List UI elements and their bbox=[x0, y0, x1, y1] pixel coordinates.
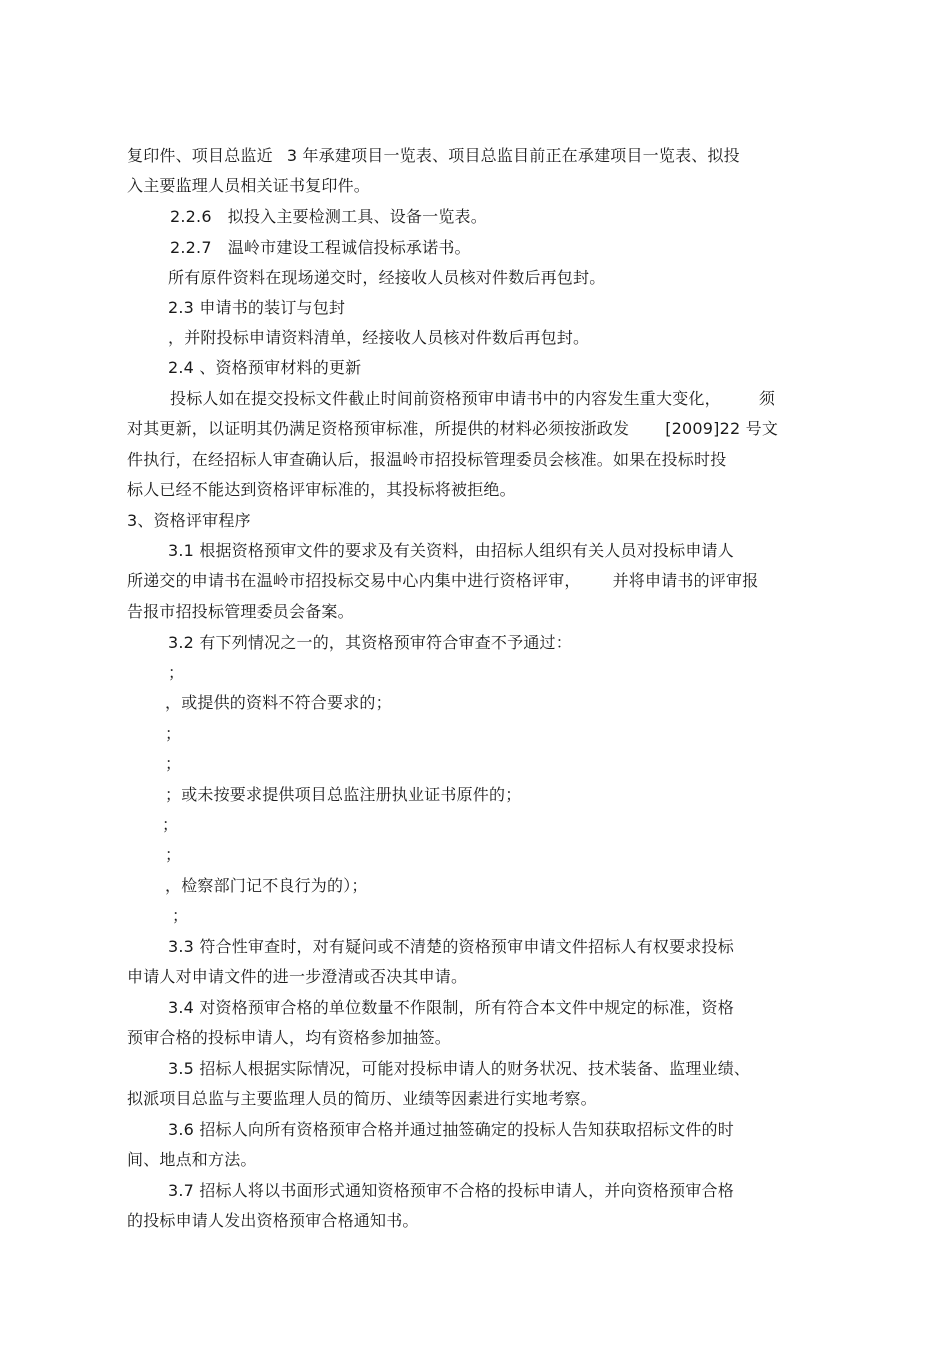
text-line bbox=[127, 1089, 597, 1109]
text-segment: 间、地点和方法。 bbox=[127, 1150, 257, 1169]
text-segment: ，检察部门记不良行为的）； bbox=[165, 876, 368, 895]
text-line bbox=[168, 1120, 734, 1140]
text-line bbox=[165, 785, 521, 805]
text-segment: 入主要监理人员相关证书复印件。 bbox=[127, 176, 371, 195]
text-segment: 投标人如在提交投标文件截止时间前资格预审申请书中的内容发生重大变化， bbox=[170, 389, 721, 408]
text-segment: 所有原件资料在现场递交时，经接收人员核对件数后再包封。 bbox=[168, 268, 606, 287]
text-segment: ； bbox=[168, 663, 185, 682]
text-line bbox=[127, 1028, 451, 1048]
text-segment: 3.6 招标人向所有资格预审合格并通过抽签确定的投标人告知获取招标文件的时 bbox=[168, 1120, 734, 1139]
text-segment: ； bbox=[165, 845, 182, 864]
text-line bbox=[127, 450, 726, 470]
text-line bbox=[170, 207, 487, 227]
text-segment: 所递交的申请书在温岭市招投标交易中心内集中进行资格评审， bbox=[127, 571, 581, 590]
text-line bbox=[127, 571, 758, 591]
text-segment: 3.7 招标人将以书面形式通知资格预审不合格的投标申请人，并向资格预审合格 bbox=[168, 1181, 734, 1200]
clause-number: 2.2.6 bbox=[170, 207, 212, 226]
text-line bbox=[127, 1211, 419, 1231]
text-line bbox=[170, 238, 471, 258]
text-line bbox=[162, 815, 178, 835]
text-line bbox=[165, 876, 368, 896]
text-line bbox=[127, 511, 251, 531]
text-segment: 温岭市建设工程诚信投标承诺书。 bbox=[227, 238, 471, 257]
text-segment: 3.1 根据资格预审文件的要求及有关资料，由招标人组织有关人员对投标申请人 bbox=[168, 541, 734, 560]
text-line bbox=[168, 541, 734, 561]
text-line bbox=[127, 176, 370, 196]
text-line bbox=[127, 419, 778, 439]
text-segment: ； bbox=[165, 724, 182, 743]
text-segment: 的投标申请人发出资格预审合格通知书。 bbox=[127, 1211, 419, 1230]
text-segment: 3.5 招标人根据实际情况，可能对投标申请人的财务状况、技术装备、监理业绩、 bbox=[168, 1059, 751, 1078]
text-line bbox=[168, 633, 572, 653]
text-line bbox=[165, 693, 392, 713]
text-line bbox=[168, 937, 734, 957]
text-segment: 件执行，在经招标人审查确认后，报温岭市招投标管理委员会核准。如果在投标时投 bbox=[127, 450, 727, 469]
section-heading: 2.4 、资格预审材料的更新 bbox=[168, 358, 362, 377]
text-segment: 复印件、项目总监近 bbox=[127, 146, 273, 165]
text-line bbox=[127, 480, 516, 500]
text-segment: 预审合格的投标申请人，均有资格参加抽签。 bbox=[127, 1028, 452, 1047]
text-line bbox=[172, 906, 188, 926]
text-line bbox=[168, 998, 734, 1018]
text-segment: 拟投入主要检测工具、设备一览表。 bbox=[227, 207, 487, 226]
clause-number: 2.2.7 bbox=[170, 238, 212, 257]
text-line bbox=[168, 268, 605, 288]
text-line bbox=[168, 1181, 734, 1201]
text-line bbox=[127, 146, 740, 166]
text-segment: 告报市招投标管理委员会备案。 bbox=[127, 602, 354, 621]
text-line bbox=[168, 358, 361, 378]
text-line bbox=[165, 754, 181, 774]
text-segment: ； bbox=[172, 906, 189, 925]
text-segment: 3.4 对资格预审合格的单位数量不作限制，所有符合本文件中规定的标准，资格 bbox=[168, 998, 734, 1017]
text-line bbox=[168, 1059, 750, 1079]
text-segment: 拟派项目总监与主要监理人员的简历、业绩等因素进行实地考察。 bbox=[127, 1089, 597, 1108]
section-heading: 3、资格评审程序 bbox=[127, 511, 251, 530]
text-line bbox=[165, 845, 181, 865]
text-segment: ； bbox=[165, 754, 182, 773]
text-line bbox=[127, 1150, 257, 1170]
text-segment: ； bbox=[162, 815, 179, 834]
text-line bbox=[168, 298, 345, 318]
text-line bbox=[165, 724, 181, 744]
text-segment: ，或提供的资料不符合要求的； bbox=[165, 693, 392, 712]
text-line bbox=[168, 328, 589, 348]
text-segment: 须 bbox=[758, 389, 776, 408]
text-line bbox=[127, 602, 354, 622]
text-line bbox=[170, 389, 775, 409]
text-segment: [2009]22 号文 bbox=[665, 419, 779, 438]
text-segment: 并将申请书的评审报 bbox=[612, 571, 759, 590]
text-segment: 申请人对申请文件的进一步澄清或否决其申请。 bbox=[127, 967, 468, 986]
text-segment: 对其更新，以证明其仍满足资格预审标准，所提供的材料必须按浙政发 bbox=[127, 419, 630, 438]
text-segment: 3 年承建项目一览表、项目总监目前正在承建项目一览表、拟投 bbox=[286, 146, 740, 165]
text-segment: 标人已经不能达到资格评审标准的，其投标将被拒绝。 bbox=[127, 480, 516, 499]
text-line bbox=[168, 663, 184, 683]
section-heading: 2.3 申请书的装订与包封 bbox=[168, 298, 346, 317]
text-segment: 3.3 符合性审查时，对有疑问或不清楚的资格预审申请文件招标人有权要求投标 bbox=[168, 937, 734, 956]
text-segment: ；或未按要求提供项目总监注册执业证书原件的； bbox=[165, 785, 522, 804]
text-segment: 3.2 有下列情况之一的，其资格预审符合审查不予通过： bbox=[168, 633, 572, 652]
text-segment: ，并附投标申请资料清单，经接收人员核对件数后再包封。 bbox=[168, 328, 590, 347]
text-line bbox=[127, 967, 467, 987]
